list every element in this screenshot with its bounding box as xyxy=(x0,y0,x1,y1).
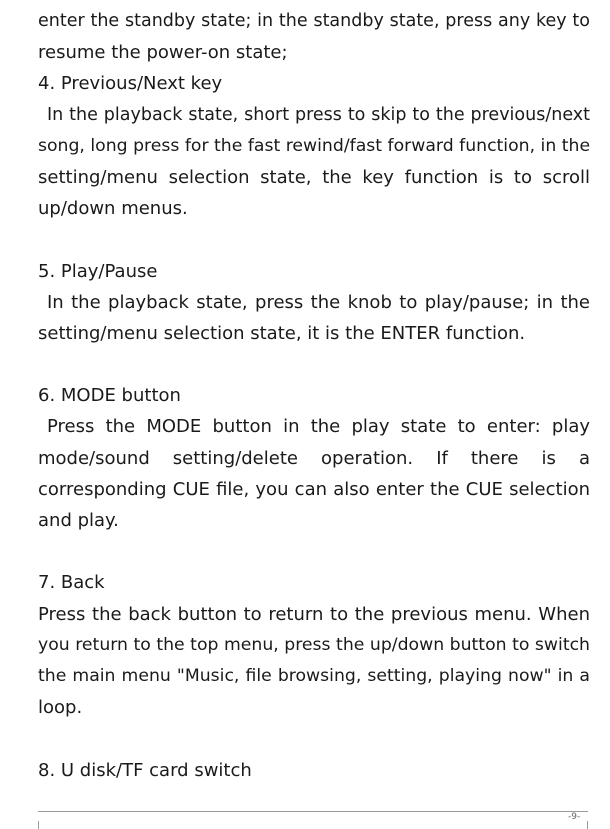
footer-corner-mark-right xyxy=(587,821,588,829)
text-line: setting/menu selection state, the key function is to scroll xyxy=(38,166,590,188)
footer-rule xyxy=(38,811,588,812)
text-line: mode/sound setting/delete operation. If there is a xyxy=(38,447,590,469)
text-line: song, long press for the fast rewind/fast forward function, in the xyxy=(38,135,591,156)
text-line: you return to the top menu, press the up/down button to switch xyxy=(38,634,590,655)
section-heading: 6. MODE button xyxy=(38,385,181,407)
blank-line xyxy=(38,349,590,380)
text-line: resume the power-on state; xyxy=(38,42,288,64)
text-line: up/down menus. xyxy=(38,198,188,220)
text-line: In the playback state, press the knob to play/pause; in the xyxy=(47,291,590,313)
text-line: the main menu "Music, file browsing, setting, playing now" in a xyxy=(38,665,590,686)
text-line: enter the standby state; in the standby state, press any key to xyxy=(38,11,590,31)
text-line: loop. xyxy=(38,697,83,719)
text-line: Press the MODE button in the play state to enter: play xyxy=(47,416,590,438)
text-line: Press the back button to return to the previous menu. When xyxy=(38,603,590,625)
section-heading: 8. U disk/TF card switch xyxy=(38,759,252,781)
document-body xyxy=(38,6,590,786)
page-number: -9- xyxy=(568,812,581,822)
blank-line xyxy=(38,723,590,754)
section-heading: 7. Back xyxy=(38,572,105,594)
text-line: corresponding CUE file, you can also enter the CUE selection xyxy=(38,478,590,500)
footer-corner-mark-left xyxy=(38,821,39,829)
text-line: and play. xyxy=(38,510,119,531)
text-line: setting/menu selection state, it is the ENTER function. xyxy=(38,322,526,344)
blank-line xyxy=(38,536,590,567)
blank-line xyxy=(38,224,590,255)
text-line: In the playback state, short press to skip to the previous/next xyxy=(47,104,590,125)
section-heading: 4. Previous/Next key xyxy=(38,73,223,95)
section-heading: 5. Play/Pause xyxy=(38,260,158,282)
